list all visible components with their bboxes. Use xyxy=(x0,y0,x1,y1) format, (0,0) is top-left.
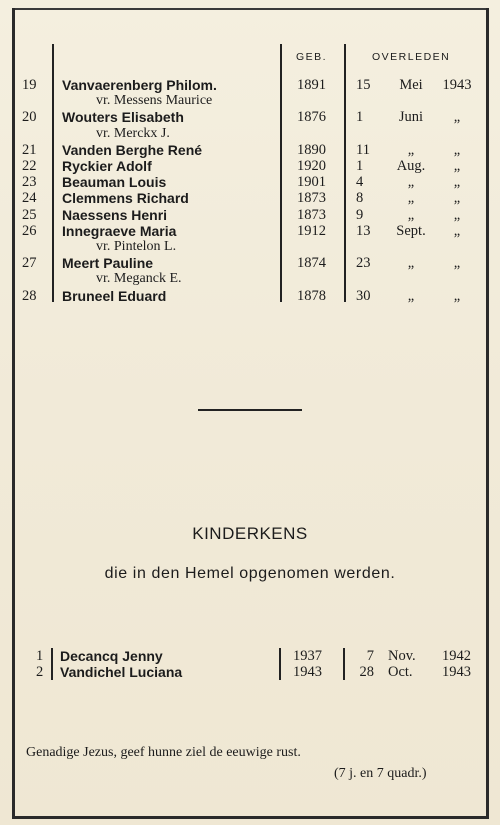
prayer-text: Genadige Jezus, geef hunne ziel de eeuwige rust. xyxy=(26,745,301,760)
deceased-name: Vanvaerenberg Philom. xyxy=(62,77,217,93)
death-month: Sept. xyxy=(396,223,426,239)
death-year: „ xyxy=(453,190,461,206)
deceased-name: Ryckier Adolf xyxy=(62,158,152,174)
entry-number: 19 xyxy=(22,77,37,93)
spouse-name: vr. Messens Maurice xyxy=(96,93,213,108)
death-day: 1 xyxy=(356,109,364,125)
child-row xyxy=(0,664,500,680)
birth-year: 1901 xyxy=(297,174,326,190)
deceased-row xyxy=(0,255,500,271)
deceased-name: Bruneel Eduard xyxy=(62,288,167,304)
deceased-row xyxy=(0,190,500,206)
death-year: „ xyxy=(453,288,461,304)
entry-number: 21 xyxy=(22,142,37,158)
deceased-name: Meert Pauline xyxy=(62,255,154,271)
death-day: 7 xyxy=(366,648,374,664)
death-day: 23 xyxy=(356,255,371,271)
death-day: 15 xyxy=(356,77,371,93)
death-year: „ xyxy=(453,142,461,158)
deceased-row xyxy=(0,223,500,239)
birth-year: 1873 xyxy=(297,190,326,206)
deceased-row xyxy=(0,142,500,158)
deceased-row xyxy=(0,77,500,93)
deceased-row xyxy=(0,174,500,190)
indulgence-text: (7 j. en 7 quadr.) xyxy=(334,766,427,781)
deceased-row xyxy=(0,109,500,125)
spouse-row xyxy=(0,126,500,142)
death-day: 28 xyxy=(359,664,374,680)
entry-number: 1 xyxy=(36,648,44,664)
birth-year: 1876 xyxy=(297,109,326,125)
birth-year: 1937 xyxy=(293,648,322,664)
entry-number: 24 xyxy=(22,190,37,206)
section-divider xyxy=(198,409,302,411)
spouse-row xyxy=(0,93,500,109)
deceased-row xyxy=(0,288,500,304)
deceased-row xyxy=(0,207,500,223)
birth-year: 1874 xyxy=(297,255,326,271)
spouse-row xyxy=(0,271,500,287)
death-year: 1943 xyxy=(442,664,471,680)
deceased-row xyxy=(0,158,500,174)
death-day: 1 xyxy=(356,158,364,174)
children-subheading: die in den Hemel opgenomen werden. xyxy=(104,565,396,582)
child-row xyxy=(0,648,500,664)
entry-number: 2 xyxy=(36,664,44,680)
death-year: „ xyxy=(453,207,461,223)
death-month: „ xyxy=(407,207,415,223)
death-month: Juni xyxy=(398,109,424,125)
entry-number: 28 xyxy=(22,288,37,304)
entry-number: 22 xyxy=(22,158,37,174)
birth-year: 1873 xyxy=(297,207,326,223)
deceased-name: Beauman Louis xyxy=(62,174,167,190)
card-border-bottom xyxy=(12,816,489,819)
death-month: Mei xyxy=(399,77,423,93)
death-month: Nov. xyxy=(388,648,416,664)
deceased-name: Naessens Henri xyxy=(62,207,168,223)
birth-year: 1943 xyxy=(293,664,322,680)
spouse-name: vr. Meganck E. xyxy=(96,271,182,286)
death-year: „ xyxy=(453,223,461,239)
deceased-name: Clemmens Richard xyxy=(62,190,189,206)
death-year: „ xyxy=(453,174,461,190)
entry-number: 25 xyxy=(22,207,37,223)
card-border-top xyxy=(12,8,489,10)
death-day: 8 xyxy=(356,190,364,206)
spouse-name: vr. Pintelon L. xyxy=(96,239,177,254)
entry-number: 20 xyxy=(22,109,37,125)
death-month: Oct. xyxy=(388,664,413,680)
death-day: 30 xyxy=(356,288,371,304)
death-year: „ xyxy=(453,158,461,174)
spouse-row xyxy=(0,239,500,255)
child-name: Decancq Jenny xyxy=(60,648,163,664)
birth-year: 1878 xyxy=(297,288,326,304)
birth-year: 1912 xyxy=(297,223,326,239)
entry-number: 26 xyxy=(22,223,37,239)
death-day: 9 xyxy=(356,207,364,223)
death-month: „ xyxy=(407,174,415,190)
born-column-header: GEB. xyxy=(296,51,328,63)
death-year: 1942 xyxy=(442,648,471,664)
death-month: „ xyxy=(407,255,415,271)
spouse-name: vr. Merckx J. xyxy=(96,126,170,141)
death-year: „ xyxy=(453,109,461,125)
death-year: 1943 xyxy=(442,77,472,93)
death-day: 4 xyxy=(356,174,364,190)
birth-year: 1891 xyxy=(297,77,326,93)
birth-year: 1920 xyxy=(297,158,326,174)
entry-number: 23 xyxy=(22,174,37,190)
death-month: „ xyxy=(407,142,415,158)
birth-year: 1890 xyxy=(297,142,326,158)
died-column-header: OVERLEDEN xyxy=(372,51,451,63)
death-year: „ xyxy=(453,255,461,271)
death-month: Aug. xyxy=(396,158,426,174)
death-day: 13 xyxy=(356,223,371,239)
deceased-name: Innegraeve Maria xyxy=(62,223,177,239)
children-heading: KINDERKENS xyxy=(192,524,308,543)
death-month: „ xyxy=(407,190,415,206)
child-name: Vandichel Luciana xyxy=(60,664,183,680)
death-day: 11 xyxy=(356,142,370,158)
death-month: „ xyxy=(407,288,415,304)
entry-number: 27 xyxy=(22,255,37,271)
deceased-name: Vanden Berghe René xyxy=(62,142,203,158)
deceased-name: Wouters Elisabeth xyxy=(62,109,184,125)
